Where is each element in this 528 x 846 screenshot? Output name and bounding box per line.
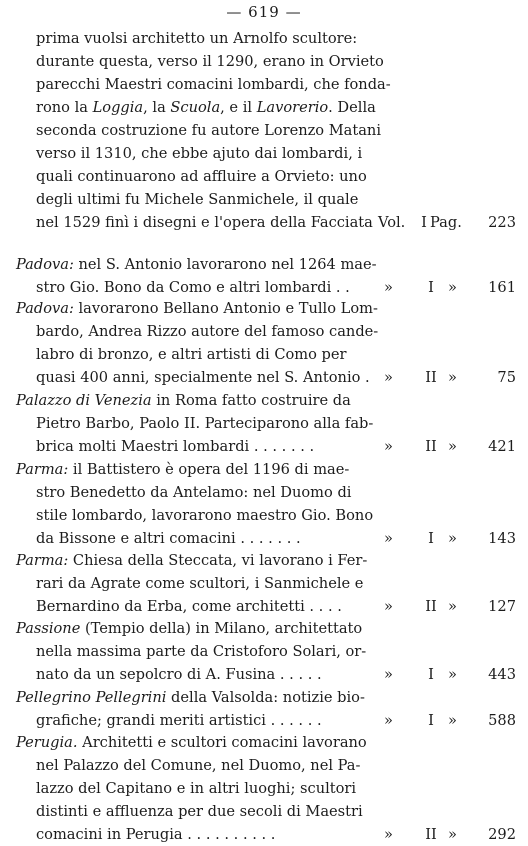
entry-line: degli ultimi fu Michele Sanmichele, il quale xyxy=(36,191,359,208)
entry-line: rono la Loggia, la Scuola, e il Lavorerio. Della xyxy=(36,99,376,116)
ref-volume: II xyxy=(425,369,437,386)
entry-line: nella massima parte da Cristoforo Solari, or- xyxy=(36,643,367,660)
entry-line: nato da un sepolcro di A. Fusina . . . . . xyxy=(36,666,322,683)
ref-ditto-mark: » xyxy=(448,438,457,455)
ref-ditto-mark: » xyxy=(384,712,393,729)
entry-line: Perugia. Architetti e scultori comacini lavorano xyxy=(16,734,367,751)
ref-volume: II xyxy=(425,438,437,455)
entry-line: brica molti Maestri lombardi . . . . . . . xyxy=(36,438,315,455)
ref-page-number: 223 xyxy=(488,214,516,231)
entry-line: distinti e affluenza per due secoli di Maestri xyxy=(36,803,363,820)
entry-line: verso il 1310, che ebbe ajuto dai lombardi, i xyxy=(36,145,363,162)
entry-line: Padova: lavorarono Bellano Antonio e Tullo Lom- xyxy=(16,300,378,317)
ref-ditto-mark: » xyxy=(384,530,393,547)
ref-volume: II xyxy=(425,598,437,615)
ref-ditto-mark: » xyxy=(384,666,393,683)
entry-line: durante questa, verso il 1290, erano in Orvieto xyxy=(36,53,384,70)
ref-pag-label: Pag. xyxy=(430,214,462,231)
ref-page-number: 421 xyxy=(488,438,516,455)
entry-line: Bernardino da Erba, come architetti . . . . xyxy=(36,598,342,615)
entry-line: quasi 400 anni, specialmente nel S. Antonio . xyxy=(36,369,370,386)
ref-page-number: 127 xyxy=(488,598,516,615)
entry-line: nel Palazzo del Comune, nel Duomo, nel Pa- xyxy=(36,757,361,774)
entry-line: Padova: nel S. Antonio lavorarono nel 1264 mae- xyxy=(16,256,377,273)
ref-ditto-mark: » xyxy=(384,279,393,296)
entry-line: seconda costruzione fu autore Lorenzo Matani xyxy=(36,122,381,139)
ref-page-number: 143 xyxy=(488,530,516,547)
entry-line: stile lombardo, lavorarono maestro Gio. Bono xyxy=(36,507,374,524)
entry-line: lazzo del Capitano e in altri luoghi; scultori xyxy=(36,780,357,797)
entry-line: Parma: Chiesa della Steccata, vi lavorano i Fer- xyxy=(16,552,368,569)
entry-line: da Bissone e altri comacini . . . . . . . xyxy=(36,530,301,547)
entry-line: Parma: il Battistero è opera del 1196 di mae- xyxy=(16,461,350,478)
ref-volume: II xyxy=(425,826,437,843)
ref-ditto-mark: » xyxy=(448,530,457,547)
ref-page-number: 75 xyxy=(497,369,516,386)
entry-line: parecchi Maestri comacini lombardi, che fonda- xyxy=(36,76,391,93)
entry-line: grafiche; grandi meriti artistici . . . . . . xyxy=(36,712,322,729)
ref-ditto-mark: » xyxy=(384,826,393,843)
ref-ditto-mark: » xyxy=(384,438,393,455)
entry-line: Pellegrino Pellegrini della Valsolda: notizie bio- xyxy=(16,689,365,706)
entry-line: Passione (Tempio della) in Milano, architettato xyxy=(16,620,363,637)
ref-volume: I xyxy=(428,279,434,296)
ref-volume: I xyxy=(428,530,434,547)
ref-volume: I xyxy=(421,214,427,231)
entry-line: rari da Agrate come scultori, i Sanmichele e xyxy=(36,575,364,592)
ref-volume: I xyxy=(428,712,434,729)
entry-line: Pietro Barbo, Paolo II. Parteciparono alla fab- xyxy=(36,415,374,432)
ref-ditto-mark: » xyxy=(448,712,457,729)
ref-page-number: 588 xyxy=(488,712,516,729)
entry-line: comacini in Perugia . . . . . . . . . . xyxy=(36,826,276,843)
entry-line: bardo, Andrea Rizzo autore del famoso cande- xyxy=(36,323,379,340)
ref-vol-label: Vol. xyxy=(378,214,406,231)
entry-line: nel 1529 finì i disegni e l'opera della Facciata xyxy=(36,214,373,231)
ref-page-number: 443 xyxy=(488,666,516,683)
entry-line: prima vuolsi architetto un Arnolfo scultore: xyxy=(36,30,358,47)
entry-line: Palazzo di Venezia in Roma fatto costruire da xyxy=(16,392,351,409)
ref-ditto-mark: » xyxy=(448,826,457,843)
ref-ditto-mark: » xyxy=(384,369,393,386)
ref-ditto-mark: » xyxy=(384,598,393,615)
ref-ditto-mark: » xyxy=(448,666,457,683)
ref-page-number: 292 xyxy=(488,826,516,843)
entry-line: labro di bronzo, e altri artisti di Como per xyxy=(36,346,347,363)
ref-page-number: 161 xyxy=(488,279,516,296)
ref-ditto-mark: » xyxy=(448,279,457,296)
entry-line: quali continuarono ad affluire a Orvieto: uno xyxy=(36,168,367,185)
entry-line: stro Gio. Bono da Como e altri lombardi . . xyxy=(36,279,350,296)
entry-line: stro Benedetto da Antelamo: nel Duomo di xyxy=(36,484,352,501)
ref-ditto-mark: » xyxy=(448,598,457,615)
ref-volume: I xyxy=(428,666,434,683)
ref-ditto-mark: » xyxy=(448,369,457,386)
page-number: — 619 — xyxy=(226,3,302,21)
